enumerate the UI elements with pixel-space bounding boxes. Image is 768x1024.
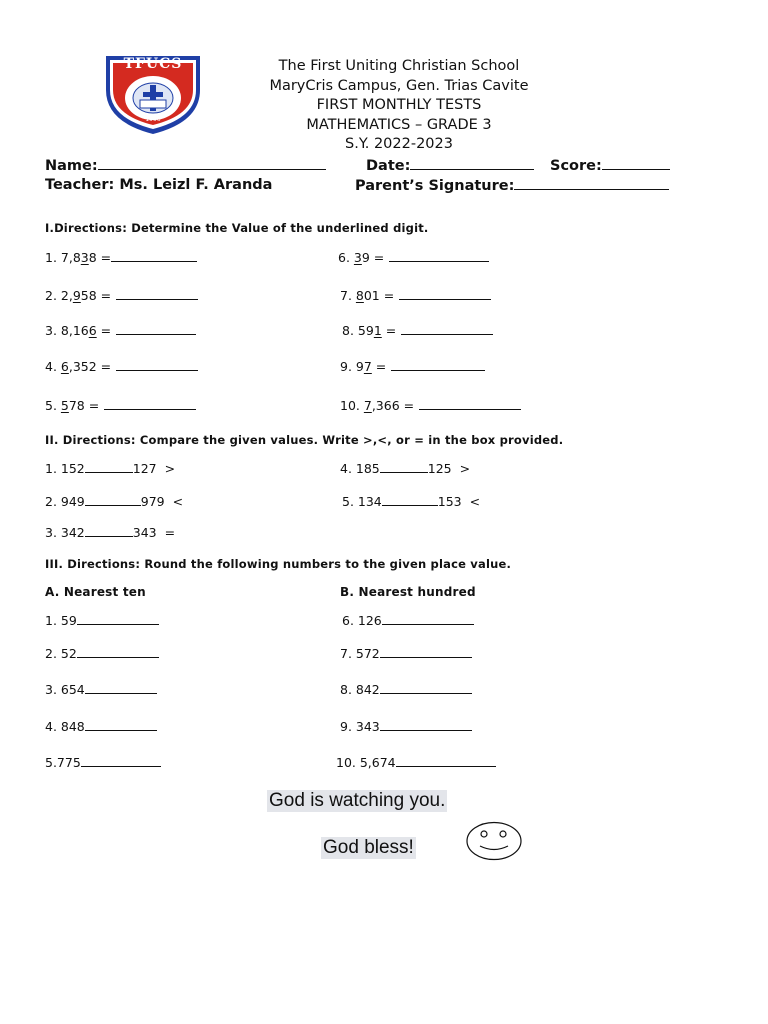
compare-blank[interactable] (85, 493, 141, 506)
score-label: Score: (550, 158, 602, 174)
date-blank[interactable] (410, 157, 534, 170)
answer-blank[interactable] (85, 718, 157, 731)
name-field[interactable] (45, 157, 326, 174)
section1-item-5: 5. 578 = (45, 397, 196, 413)
answer-blank[interactable] (116, 287, 198, 300)
answer-blank[interactable] (401, 322, 493, 335)
answer-blank[interactable] (380, 681, 472, 694)
test-title: FIRST MONTHLY TESTS (316, 97, 482, 113)
answer-blank[interactable] (116, 322, 196, 335)
date-label: Date: (366, 158, 411, 174)
compare-item-2: 2. 949 979 < (45, 494, 184, 509)
section2-directions (45, 433, 563, 447)
answer-blank[interactable] (77, 645, 159, 658)
round-item-5: 5.775 (45, 754, 161, 770)
answer-blank[interactable] (399, 287, 491, 300)
section1-item-3: 3. 8,166 = (45, 322, 196, 338)
nearest-ten-label: A. Nearest ten (45, 585, 146, 599)
section1-number: I. (45, 221, 55, 235)
compare-blank[interactable] (85, 524, 133, 537)
answer-blank[interactable] (396, 754, 496, 767)
section1-item-10: 10. 7,366 = (340, 397, 521, 413)
answer-blank[interactable] (382, 612, 474, 625)
parent-signature-blank[interactable] (514, 177, 669, 190)
closing-line-1: God is watching you. (269, 790, 446, 811)
section3-text: . Directions: Round the following numbers to the given place value. (58, 557, 512, 571)
compare-blank[interactable] (85, 460, 133, 473)
school-name: The First Uniting Christian School (278, 58, 520, 74)
section1-item-2: 2. 2,958 = (45, 287, 198, 303)
answer-blank[interactable] (116, 358, 198, 371)
round-item-3: 3. 654 (45, 681, 157, 697)
campus: MaryCris Campus, Gen. Trias Cavite (269, 78, 529, 94)
answer-blank[interactable] (380, 645, 472, 658)
round-item-1: 1. 59 (45, 612, 159, 628)
compare-item-3: 3. 342 343 = (45, 525, 176, 540)
answer-blank[interactable] (104, 397, 196, 410)
round-item-7: 7. 572 (340, 645, 472, 661)
closing-line-2: God bless! (323, 837, 414, 858)
section3-number: III (45, 557, 59, 571)
answer-blank[interactable] (81, 754, 161, 767)
nearest-hundred-label: B. Nearest hundred (340, 585, 476, 599)
section3-directions (45, 557, 511, 571)
section1-item-6: 6. 39 = (338, 249, 489, 265)
score-blank[interactable] (602, 157, 670, 170)
compare-blank[interactable] (380, 460, 428, 473)
section1-directions (45, 221, 428, 235)
school-year: S.Y. 2022-2023 (345, 136, 453, 152)
subject-title: MATHEMATICS – GRADE 3 (306, 117, 492, 133)
round-item-10: 10. 5,674 (336, 754, 496, 770)
section2-number: II (45, 433, 54, 447)
parent-signature-label: Parent’s Signature: (355, 178, 515, 194)
section1-text: Directions: Determine the Value of the underlined digit. (54, 221, 429, 235)
logo-year: 1996 (145, 116, 161, 123)
section1-item-9: 9. 97 = (340, 358, 485, 374)
score-field[interactable] (550, 157, 670, 174)
section1-item-4: 4. 6,352 = (45, 358, 198, 374)
answer-blank[interactable] (85, 681, 157, 694)
section1-item-7: 7. 801 = (340, 287, 491, 303)
answer-blank[interactable] (389, 249, 489, 262)
parent-signature-field[interactable] (355, 177, 669, 194)
section1-item-1: 1. 7,838 = (45, 249, 197, 265)
round-item-9: 9. 343 (340, 718, 472, 734)
answer-blank[interactable] (391, 358, 485, 371)
logo-acronym: TFUCS (123, 56, 183, 72)
compare-blank[interactable] (382, 493, 438, 506)
compare-item-1: 1. 152 127 > (45, 461, 176, 476)
smiley-face-icon (466, 821, 522, 861)
compare-item-5: 5. 134 153 < (342, 494, 481, 509)
answer-blank[interactable] (380, 718, 472, 731)
date-field[interactable] (366, 157, 534, 174)
section2-text: . Directions: Compare the given values. Write >,<, or = in the box provided. (53, 433, 564, 447)
answer-blank[interactable] (419, 397, 521, 410)
round-item-4: 4. 848 (45, 718, 157, 734)
answer-blank[interactable] (77, 612, 159, 625)
round-item-2: 2. 52 (45, 645, 159, 661)
compare-item-4: 4. 185 125 > (340, 461, 471, 476)
round-item-6: 6. 126 (342, 612, 474, 628)
answer-blank[interactable] (111, 249, 197, 262)
name-blank[interactable] (98, 157, 326, 170)
teacher-line: Teacher: Ms. Leizl F. Aranda (45, 177, 273, 193)
section1-item-8: 8. 591 = (342, 322, 493, 338)
name-label: Name: (45, 158, 98, 174)
round-item-8: 8. 842 (340, 681, 472, 697)
